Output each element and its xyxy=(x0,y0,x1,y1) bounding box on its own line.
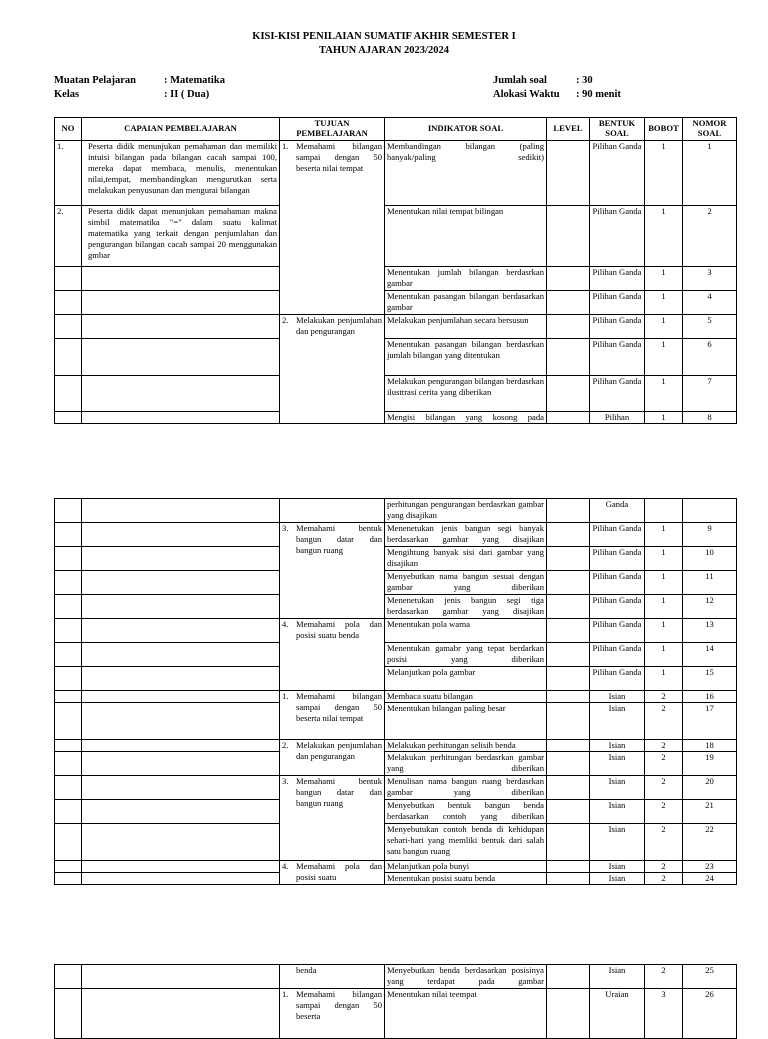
nomor-soal: 1 xyxy=(683,141,737,206)
nomor-soal: 15 xyxy=(683,667,737,691)
nomor-soal: 3 xyxy=(683,267,737,291)
table-row xyxy=(55,989,737,1039)
table-row xyxy=(55,267,737,291)
nomor-soal: 4 xyxy=(683,291,737,315)
indikator-text: Membaca suatu bilangan xyxy=(385,691,547,703)
bobot-value: 2 xyxy=(645,752,683,776)
indikator-text: Menentukan jumlah bilangan berdasrkan gambar xyxy=(385,267,547,291)
table-row xyxy=(55,291,737,315)
nomor-soal: 24 xyxy=(683,873,737,885)
level-cell xyxy=(547,412,590,424)
level-cell xyxy=(547,861,590,873)
bentuk-soal: Pilihan Ganda xyxy=(590,547,645,571)
nomor-soal: 8 xyxy=(683,412,737,424)
tp-text: Memahami bentuk bangun datar dan bangun ruang xyxy=(296,776,382,808)
tp-text: Melakukan penjumlahan dan pengurangan xyxy=(296,315,382,336)
bobot-value: 2 xyxy=(645,861,683,873)
indikator-text: Menyebutkan benda berdasarkan posisinya yang terdapat pada gambar xyxy=(385,965,547,989)
alokasi-waktu-label: Alokasi Waktu xyxy=(493,89,560,100)
cp-number: 1. xyxy=(55,141,82,206)
tp-number: 3. xyxy=(282,523,289,533)
indikator-text: Melakukan perhitungan selisih benda xyxy=(385,740,547,752)
level-cell xyxy=(547,315,590,339)
alokasi-waktu-value: : 90 menit xyxy=(576,89,621,100)
tp-cell xyxy=(280,861,385,885)
table-row xyxy=(55,667,737,691)
bobot-value: 2 xyxy=(645,873,683,885)
bentuk-soal: Pilihan Ganda xyxy=(590,291,645,315)
bobot-value: 1 xyxy=(645,376,683,412)
tp-number: 1. xyxy=(282,989,289,999)
cp-number: 2. xyxy=(55,206,82,267)
bobot-value: 2 xyxy=(645,800,683,824)
cp-text: Peserta didik dapat menunjukan pemahaman makna simbil matematika "=" dalam suatu kalimat matematika yang terkait dengan penjumlahan dan pengurangan bilangan cacah sampai 20 menggunakan gmbar xyxy=(82,206,280,267)
kisi-table-page-1 xyxy=(54,117,737,424)
indikator-text: Menentukan pasangan bilangan berdasarkan gambar xyxy=(385,291,547,315)
bentuk-soal: Ganda xyxy=(590,499,645,523)
bentuk-soal: Pilihan Ganda xyxy=(590,523,645,547)
nomor-soal: 19 xyxy=(683,752,737,776)
table-row xyxy=(55,776,737,800)
bobot-value: 3 xyxy=(645,989,683,1039)
nomor-soal: 5 xyxy=(683,315,737,339)
bobot-value: 2 xyxy=(645,824,683,861)
table-row xyxy=(55,499,737,523)
kelas-value: : II ( Dua) xyxy=(164,89,210,100)
level-cell xyxy=(547,267,590,291)
indikator-text: Menentukan nilai tempat bilingan xyxy=(385,206,547,267)
bobot-value: 2 xyxy=(645,691,683,703)
table-row xyxy=(55,965,737,989)
table-row xyxy=(55,873,737,885)
nomor-soal: 25 xyxy=(683,965,737,989)
bobot-value xyxy=(645,499,683,523)
table-row xyxy=(55,861,737,873)
bentuk-soal: Isian xyxy=(590,740,645,752)
bobot-value: 2 xyxy=(645,776,683,800)
tp-number: 4. xyxy=(282,861,289,871)
level-cell xyxy=(547,499,590,523)
bentuk-soal: Isian xyxy=(590,691,645,703)
nomor-soal: 7 xyxy=(683,376,737,412)
level-cell xyxy=(547,873,590,885)
tp-cell xyxy=(280,523,385,619)
bentuk-soal: Isian xyxy=(590,965,645,989)
bentuk-soal: Isian xyxy=(590,703,645,740)
indikator-text: Menyebutkan bentuk bangun benda berdasarkan contoh yang diberikan xyxy=(385,800,547,824)
tp-cell xyxy=(280,740,385,776)
indikator-text: Menentukan pola warna xyxy=(385,619,547,643)
document-subtitle: TAHUN AJARAN 2023/2024 xyxy=(319,45,449,56)
nomor-soal: 11 xyxy=(683,571,737,595)
bentuk-soal: Isian xyxy=(590,861,645,873)
level-cell xyxy=(547,141,590,206)
level-cell xyxy=(547,206,590,267)
table-row xyxy=(55,740,737,752)
bentuk-soal: Pilihan Ganda xyxy=(590,619,645,643)
col-header-bobot: BOBOT xyxy=(645,118,683,141)
table-row xyxy=(55,339,737,376)
bentuk-soal: Pilihan Ganda xyxy=(590,376,645,412)
bobot-value: 1 xyxy=(645,643,683,667)
jumlah-soal-value: : 30 xyxy=(576,75,593,86)
bobot-value: 2 xyxy=(645,740,683,752)
table-row xyxy=(55,412,737,424)
bobot-value: 2 xyxy=(645,965,683,989)
level-cell xyxy=(547,547,590,571)
level-cell xyxy=(547,752,590,776)
table-row xyxy=(55,703,737,740)
document-title: KISI-KISI PENILAIAN SUMATIF AKHIR SEMESTER I xyxy=(252,31,516,42)
bobot-value: 1 xyxy=(645,315,683,339)
nomor-soal: 23 xyxy=(683,861,737,873)
bentuk-soal: Isian xyxy=(590,800,645,824)
bentuk-soal: Pilihan Ganda xyxy=(590,595,645,619)
indikator-text: Mengihtung banyak sisi dari gambar yang disajikan xyxy=(385,547,547,571)
bobot-value: 1 xyxy=(645,571,683,595)
level-cell xyxy=(547,776,590,800)
tp-number xyxy=(282,965,296,976)
level-cell xyxy=(547,989,590,1039)
level-cell xyxy=(547,376,590,412)
bentuk-soal: Pilihan Ganda xyxy=(590,206,645,267)
table-row xyxy=(55,643,737,667)
nomor-soal: 12 xyxy=(683,595,737,619)
cp-text: Peserta didik menunjukan pemahaman dan memiliki intuisi bilangan pada bilangan cacah sampai 100, mereka dapat membaca, menulis, menentukan nilai,tempat, membandingkan mengurutkan serta melakukan penyusunan dan mengurai bilangan xyxy=(82,141,280,206)
level-cell xyxy=(547,703,590,740)
tp-cell xyxy=(280,989,385,1039)
kelas-label: Kelas xyxy=(54,89,80,100)
nomor-soal: 2 xyxy=(683,206,737,267)
level-cell xyxy=(547,740,590,752)
level-cell xyxy=(547,824,590,861)
level-cell xyxy=(547,619,590,643)
indikator-text: Melakukan penjumlahan secara bersusun xyxy=(385,315,547,339)
bobot-value: 1 xyxy=(645,339,683,376)
col-header-no: NO xyxy=(55,118,82,141)
col-header-capaian: CAPAIAN PEMBELAJARAN xyxy=(82,118,280,141)
level-cell xyxy=(547,523,590,547)
nomor-soal: 21 xyxy=(683,800,737,824)
table-row xyxy=(55,595,737,619)
nomor-soal: 18 xyxy=(683,740,737,752)
tp-text: Memahami pola dan posisi suatu benda xyxy=(296,619,382,640)
nomor-soal: 10 xyxy=(683,547,737,571)
tp-text: Memahami bilangan sampai dengan 50 beserta nilai tempat xyxy=(296,141,382,173)
indikator-text: Menyebutukan contoh benda di kehidupan sehari-hari yang memliki bentuk dari salah satu bangun ruang xyxy=(385,824,547,861)
indikator-text: Melakukan pengurangan bilangan berdasrkan ilusttrasi cerita yang diberikan xyxy=(385,376,547,412)
bentuk-soal: Isian xyxy=(590,824,645,861)
bobot-value: 1 xyxy=(645,619,683,643)
bentuk-soal: Pilihan Ganda xyxy=(590,315,645,339)
table-row xyxy=(55,824,737,861)
mapel-value: : Matematika xyxy=(164,75,225,86)
table-row xyxy=(55,547,737,571)
tp-number: 2. xyxy=(282,740,289,750)
bentuk-soal: Pilihan Ganda xyxy=(590,267,645,291)
bobot-value: 1 xyxy=(645,523,683,547)
bentuk-soal: Pilihan Ganda xyxy=(590,339,645,376)
bobot-value: 1 xyxy=(645,667,683,691)
col-header-tujuan: TUJUAN PEMBELAJARAN xyxy=(280,118,385,141)
level-cell xyxy=(547,800,590,824)
bentuk-soal: Pilihan Ganda xyxy=(590,643,645,667)
tp-cell xyxy=(280,619,385,691)
indikator-text: Menentukan nilai teempat xyxy=(385,989,547,1039)
table-header-row xyxy=(55,118,737,141)
level-cell xyxy=(547,667,590,691)
bobot-value: 1 xyxy=(645,595,683,619)
bobot-value: 1 xyxy=(645,141,683,206)
indikator-text: Menenetukan jenis bangun segi banyak berdasarkan gambar yang disajikan xyxy=(385,523,547,547)
indikator-text: Melanjutkan pola gambar xyxy=(385,667,547,691)
indikator-text: Menentukan bilangan paling besar xyxy=(385,703,547,740)
jumlah-soal-label: Jumlah soal xyxy=(493,75,547,86)
level-cell xyxy=(547,643,590,667)
tp-cell xyxy=(280,691,385,740)
indikator-text: Melanjutkan pola bunyi xyxy=(385,861,547,873)
level-cell xyxy=(547,595,590,619)
table-row xyxy=(55,523,737,547)
level-cell xyxy=(547,965,590,989)
indikator-text: Menentukan pasangan bilangan berdasrkan jumlah bilangan yang ditentukan xyxy=(385,339,547,376)
tp-text: Melakukan penjumlahan dan pengurangan xyxy=(296,740,382,761)
indikator-text: Membandingan bilangan (paling banyak/paling sedikit) xyxy=(385,141,547,206)
level-cell xyxy=(547,339,590,376)
tp-text: Memahami bilangan sampai dengan 50 beserta xyxy=(296,989,382,1021)
indikator-text: perhitungan pengurangan berdasrkan gambar yang disajikan xyxy=(385,499,547,523)
tp-number: 1. xyxy=(282,141,289,151)
level-cell xyxy=(547,291,590,315)
bobot-value: 1 xyxy=(645,267,683,291)
bobot-value: 1 xyxy=(645,206,683,267)
indikator-text: Mengisi bilangan yang kosong pada xyxy=(385,412,547,424)
bobot-value: 2 xyxy=(645,703,683,740)
nomor-soal: 9 xyxy=(683,523,737,547)
table-row xyxy=(55,206,737,267)
tp-text: Memahami pola dan posisi suatu xyxy=(296,861,382,882)
table-row xyxy=(55,752,737,776)
tp-cell xyxy=(280,965,385,989)
mapel-label: Muatan Pelajaran xyxy=(54,75,136,86)
tp-cell xyxy=(280,315,385,424)
bentuk-soal: Uraian xyxy=(590,989,645,1039)
tp-cell xyxy=(280,776,385,861)
kisi-table-page-2 xyxy=(54,498,737,885)
indikator-text: Melakukan perhitungan berdasrkan gambar yang diberikan xyxy=(385,752,547,776)
indikator-text: Menyebutkan nama bangun sesuai dengan gambar yang diberikan xyxy=(385,571,547,595)
tp-text: Memahami bilangan sampai dengan 50 beserta nilai tempat xyxy=(296,691,382,723)
bentuk-soal: Pilihan xyxy=(590,412,645,424)
bobot-value: 1 xyxy=(645,412,683,424)
bentuk-soal: Isian xyxy=(590,776,645,800)
col-header-bentuk: BENTUK SOAL xyxy=(590,118,645,141)
nomor-soal: 14 xyxy=(683,643,737,667)
table-row xyxy=(55,376,737,412)
col-header-indikator: INDIKATOR SOAL xyxy=(385,118,547,141)
table-row xyxy=(55,571,737,595)
bentuk-soal: Pilihan Ganda xyxy=(590,667,645,691)
tp-number: 4. xyxy=(282,619,289,629)
bobot-value: 1 xyxy=(645,291,683,315)
tp-number: 3. xyxy=(282,776,289,786)
nomor-soal: 16 xyxy=(683,691,737,703)
indikator-text: Menenetukan jenis bangun segi tiga berdasarkan gambar yang disajikan xyxy=(385,595,547,619)
tp-cell xyxy=(280,141,385,315)
nomor-soal xyxy=(683,499,737,523)
tp-number: 2. xyxy=(282,315,289,325)
indikator-text: Menulisan nama bangun ruang berdasrkan gambar yang diberikan xyxy=(385,776,547,800)
nomor-soal: 26 xyxy=(683,989,737,1039)
table-row xyxy=(55,141,737,206)
col-header-nomor: NOMOR SOAL xyxy=(683,118,737,141)
nomor-soal: 13 xyxy=(683,619,737,643)
level-cell xyxy=(547,571,590,595)
indikator-text: Menentukan posisi suatu benda xyxy=(385,873,547,885)
nomor-soal: 20 xyxy=(683,776,737,800)
tp-text: benda xyxy=(296,965,317,975)
table-row xyxy=(55,800,737,824)
level-cell xyxy=(547,691,590,703)
table-row xyxy=(55,315,737,339)
col-header-level: LEVEL xyxy=(547,118,590,141)
table-row xyxy=(55,691,737,703)
nomor-soal: 22 xyxy=(683,824,737,861)
bentuk-soal: Isian xyxy=(590,873,645,885)
bentuk-soal: Pilihan Ganda xyxy=(590,141,645,206)
nomor-soal: 17 xyxy=(683,703,737,740)
nomor-soal: 6 xyxy=(683,339,737,376)
tp-number: 1. xyxy=(282,691,289,701)
indikator-text: Menentukan gamabr yang tepat berdarkan posisi yang diberikan xyxy=(385,643,547,667)
tp-text: Memahami bentuk bangun datar dan bangun ruang xyxy=(296,523,382,555)
table-row xyxy=(55,619,737,643)
bobot-value: 1 xyxy=(645,547,683,571)
kisi-table-page-3 xyxy=(54,964,737,1039)
bentuk-soal: Pilihan Ganda xyxy=(590,571,645,595)
bentuk-soal: Isian xyxy=(590,752,645,776)
